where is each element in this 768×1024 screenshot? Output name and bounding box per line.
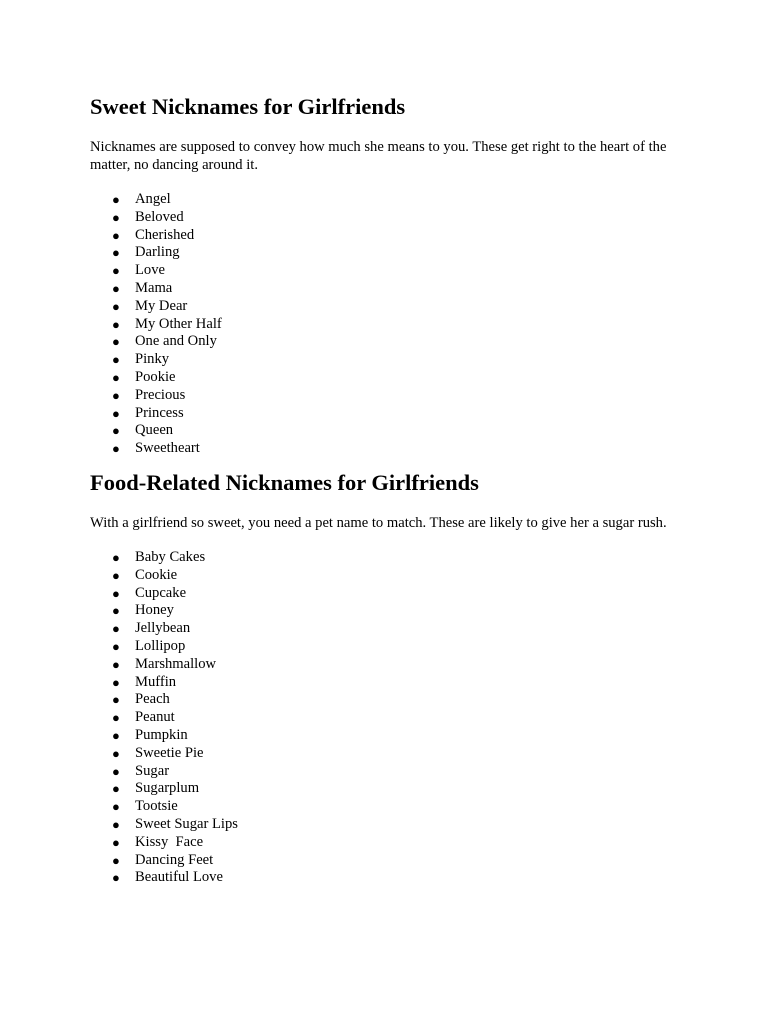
list-item [90,333,670,351]
bullet-icon: ● [112,870,120,886]
list-item [90,834,670,852]
list-item [90,298,670,316]
list-item [90,440,670,458]
list-item [90,351,670,369]
list-item [90,227,670,245]
bullet-icon: ● [112,834,120,850]
list-item [90,262,670,280]
list-item [90,585,670,603]
list-item-label: Sweetie Pie [135,744,204,761]
bullet-icon: ● [112,621,120,637]
section-intro: Nicknames are supposed to convey how much she means to you. These get right to the heart of the matter, no dancing around it. [90,139,667,173]
list-item [90,422,670,440]
list-item-label: Lollipop [135,637,186,654]
list-item-label: One and Only [135,333,217,350]
list-item [90,405,670,423]
list-item [90,656,670,674]
bullet-icon: ● [112,298,120,314]
list-item [90,745,670,763]
list-item [90,727,670,745]
document-page [90,92,670,887]
bullet-icon: ● [112,227,120,243]
list-item-label: Mama [135,279,173,296]
list-item-label: Precious [135,386,186,403]
list-item [90,638,670,656]
list-item [90,191,670,209]
bullet-icon: ● [112,745,120,761]
list-item [90,709,670,727]
bullet-icon: ● [112,387,120,403]
bullet-icon: ● [112,405,120,421]
list-item-label: Queen [135,422,174,439]
list-item-label: Sugar [135,762,170,779]
list-item-label: Peach [135,691,170,708]
bullet-icon: ● [112,692,120,708]
bullet-icon: ● [112,209,120,225]
bullet-icon: ● [112,603,120,619]
list-item-label: Beloved [135,208,184,225]
list-item-label: Kissy Face [135,833,204,850]
bullet-icon: ● [112,585,120,601]
list-item-label: Cupcake [135,584,187,601]
list-item [90,387,670,405]
bullet-icon: ● [112,423,120,439]
section-food-nicknames [90,468,670,887]
list-item [90,852,670,870]
list-item-label: My Dear [135,297,188,314]
list-item-label: Jellybean [135,620,191,637]
section-sweet-nicknames [90,92,670,458]
list-item-label: Sugarplum [135,780,200,797]
list-item [90,316,670,334]
bullet-icon: ● [112,852,120,868]
bullet-icon: ● [112,316,120,332]
bullet-icon: ● [112,656,120,672]
list-item-label: Baby Cakes [135,548,206,565]
list-item-label: Muffin [135,673,177,690]
list-item-label: Sweet Sugar Lips [135,815,238,832]
bullet-icon: ● [112,674,120,690]
bullet-icon: ● [112,763,120,779]
bullet-icon: ● [112,280,120,296]
list-item-label: Cherished [135,226,195,243]
bullet-icon: ● [112,549,120,565]
bullet-icon: ● [112,781,120,797]
bullet-icon: ● [112,352,120,368]
list-item [90,602,670,620]
list-item-label: My Other Half [135,315,222,332]
bullet-icon: ● [112,799,120,815]
bullet-icon: ● [112,816,120,832]
bullet-icon: ● [112,263,120,279]
list-item-label: Princess [135,404,184,421]
bullet-icon: ● [112,245,120,261]
list-item-label: Marshmallow [135,655,217,672]
nickname-list [90,191,670,458]
list-item-label: Sweetheart [135,440,200,457]
list-item [90,567,670,585]
list-item-label: Love [135,262,165,279]
list-item-label: Angel [135,191,171,207]
list-item-label: Dancing Feet [135,851,214,868]
list-item [90,763,670,781]
list-item-label: Peanut [135,709,175,726]
list-item [90,674,670,692]
bullet-icon: ● [112,727,120,743]
list-item [90,691,670,709]
list-item [90,244,670,262]
list-item [90,369,670,387]
bullet-icon: ● [112,441,120,457]
list-item [90,620,670,638]
section-heading: Food-Related Nicknames for Girlfriends [90,469,479,495]
bullet-icon: ● [112,334,120,350]
bullet-icon: ● [112,638,120,654]
list-item [90,816,670,834]
nickname-list [90,549,670,887]
list-item-label: Pinky [135,351,170,368]
list-item [90,780,670,798]
list-item-label: Beautiful Love [135,869,223,886]
list-item-label: Pumpkin [135,726,188,743]
list-item-label: Honey [135,602,174,619]
list-item-label: Pookie [135,368,176,385]
list-item [90,549,670,567]
section-intro: With a girlfriend so sweet, you need a pet name to match. These are likely to give her a sugar rush. [90,514,667,531]
list-item [90,869,670,887]
list-item-label: Tootsie [135,798,178,815]
list-item-label: Cookie [135,566,178,583]
section-heading: Sweet Nicknames for Girlfriends [90,94,406,119]
bullet-icon: ● [112,192,120,207]
list-item [90,209,670,227]
bullet-icon: ● [112,567,120,583]
list-item [90,798,670,816]
bullet-icon: ● [112,369,120,385]
list-item-label: Darling [135,244,180,261]
bullet-icon: ● [112,710,120,726]
list-item [90,280,670,298]
